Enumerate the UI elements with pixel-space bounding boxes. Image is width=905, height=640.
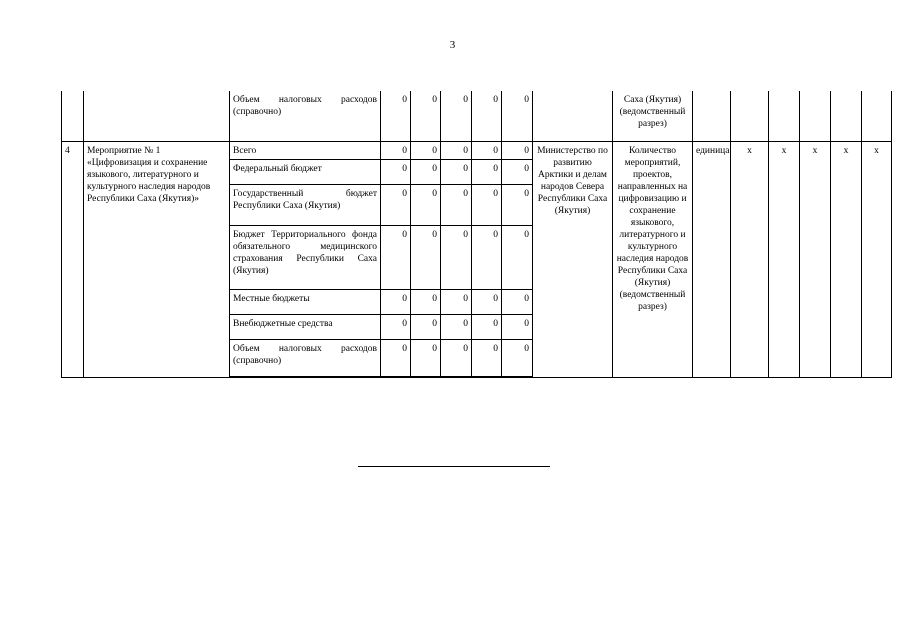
value-cell: 0 [381,289,411,314]
value-cell: 0 [441,184,472,225]
value-cell: 0 [441,225,472,289]
value-cell: 0 [411,225,441,289]
funding-source-cell: Объем налоговых расходов (справочно) [230,91,381,141]
value-cell: 0 [381,141,411,159]
measure-name-cell: Мероприятие № 1 «Цифровизация и сохранение языкового, литературного и культурного наследия народов Республики Саха (Якутия)» [84,141,230,377]
funding-source-cell: Государственный бюджет Республики Саха (Якутия) [230,184,381,225]
value-cell: 0 [381,225,411,289]
value-cell: 0 [502,314,533,339]
executor-cell: Министерство по развитию Арктики и делам народов Севера Республики Саха (Якутия) [533,141,613,377]
value-cell: 0 [472,289,502,314]
value-cell: 0 [502,141,533,159]
index-cell [62,91,84,141]
target-cell: х [831,141,862,377]
value-cell: 0 [411,184,441,225]
target-cell: х [731,141,769,377]
value-cell: 0 [472,91,502,141]
target-cell [800,91,831,141]
unit-cell [693,91,731,141]
executor-cell [533,91,613,141]
value-cell: 0 [441,289,472,314]
funding-source-cell: Внебюджетные средства [230,314,381,339]
target-cell [862,91,892,141]
value-cell: 0 [441,314,472,339]
value-cell: 0 [441,159,472,184]
measure-name-cell [84,91,230,141]
target-cell [831,91,862,141]
funding-source-cell: Местные бюджеты [230,289,381,314]
value-cell: 0 [411,289,441,314]
value-cell: 0 [472,314,502,339]
value-cell: 0 [502,159,533,184]
value-cell: 0 [381,314,411,339]
value-cell: 0 [502,289,533,314]
page-number: 3 [449,39,456,51]
value-cell: 0 [411,159,441,184]
value-cell: 0 [381,159,411,184]
funding-source-cell: Бюджет Территориального фонда обязательного медицинского страхования Республики Саха (Якутия) [230,225,381,289]
value-cell: 0 [472,225,502,289]
value-cell: 0 [502,91,533,141]
table-row [62,141,892,159]
funding-source-cell: Федеральный бюджет [230,159,381,184]
unit-cell: единица [693,141,731,377]
value-cell: 0 [381,339,411,377]
value-cell: 0 [472,184,502,225]
value-cell: 0 [441,339,472,377]
value-cell: 0 [472,159,502,184]
value-cell: 0 [472,141,502,159]
target-cell [731,91,769,141]
indicator-cell: Саха (Якутия) (ведомственный разрез) [613,91,693,141]
target-cell: х [862,141,892,377]
value-cell: 0 [502,184,533,225]
target-cell: х [800,141,831,377]
program-table [61,91,892,378]
value-cell: 0 [411,141,441,159]
target-cell [769,91,800,141]
index-cell: 4 [62,141,84,377]
target-cell: х [769,141,800,377]
value-cell: 0 [381,184,411,225]
table-row [62,91,892,141]
value-cell: 0 [472,339,502,377]
signature-divider-line [358,466,550,467]
value-cell: 0 [411,314,441,339]
value-cell: 0 [411,339,441,377]
funding-source-cell: Всего [230,141,381,159]
value-cell: 0 [411,91,441,141]
funding-source-cell: Объем налоговых расходов (справочно) [230,339,381,377]
value-cell: 0 [441,141,472,159]
value-cell: 0 [381,91,411,141]
value-cell: 0 [441,91,472,141]
value-cell: 0 [502,339,533,377]
value-cell: 0 [502,225,533,289]
indicator-cell: Количество мероприятий, проектов, направленных на цифровизацию и сохранение языкового, литературного и культурного наследия народов Республики Саха (Якутия) (ведомственный разрез) [613,141,693,377]
